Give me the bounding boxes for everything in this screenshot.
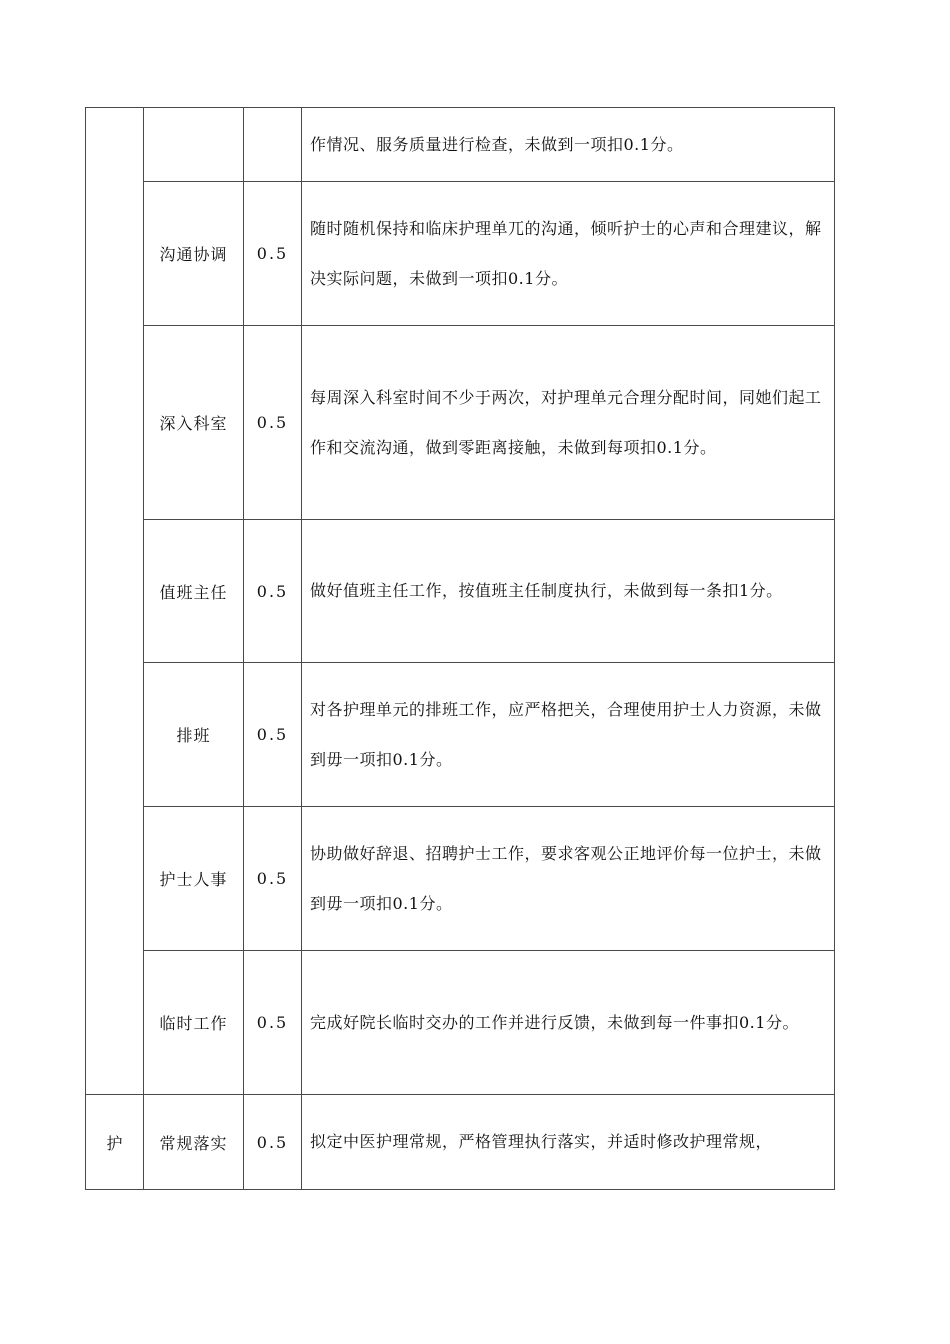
table-row xyxy=(86,108,835,182)
item-cell: 沟通协调 xyxy=(144,182,244,326)
score-cell: 0.5 xyxy=(244,1095,302,1190)
score-cell: 0.5 xyxy=(244,326,302,520)
item-cell: 常规落实 xyxy=(144,1095,244,1190)
category-cell xyxy=(86,108,144,1095)
item-cell xyxy=(144,108,244,182)
description-cell: 拟定中医护理常规，严格管理执行落实，并适时修改护理常规， xyxy=(302,1095,835,1190)
description-cell: 对各护理单元的排班工作，应严格把关，合理使用护士人力资源，未做到毋一项扣0.1分。 xyxy=(302,663,835,807)
item-cell: 深入科室 xyxy=(144,326,244,520)
table-row xyxy=(86,807,835,951)
item-cell: 护士人事 xyxy=(144,807,244,951)
score-cell: 0.5 xyxy=(244,182,302,326)
score-cell: 0.5 xyxy=(244,807,302,951)
table-row xyxy=(86,663,835,807)
category-cell: 护 xyxy=(86,1095,144,1190)
table-row xyxy=(86,520,835,663)
score-cell xyxy=(244,108,302,182)
item-cell: 值班主任 xyxy=(144,520,244,663)
assessment-table xyxy=(85,107,835,1190)
description-cell: 做好值班主任工作，按值班主任制度执行，未做到每一条扣1分。 xyxy=(302,520,835,663)
description-cell: 协助做好辞退、招聘护士工作，要求客观公正地评价每一位护士，未做到毋一项扣0.1分。 xyxy=(302,807,835,951)
description-cell: 每周深入科室时间不少于两次，对护理单元合理分配时间，同她们起工作和交流沟通，做到零距离接触，未做到每项扣0.1分。 xyxy=(302,326,835,520)
table-row xyxy=(86,182,835,326)
description-cell: 完成好院长临时交办的工作并进行反馈，未做到每一件事扣0.1分。 xyxy=(302,951,835,1095)
item-cell: 临时工作 xyxy=(144,951,244,1095)
score-cell: 0.5 xyxy=(244,663,302,807)
score-cell: 0.5 xyxy=(244,951,302,1095)
description-cell: 作情况、服务质量进行检查，未做到一项扣0.1分。 xyxy=(302,108,835,182)
table-row xyxy=(86,1095,835,1190)
item-cell: 排班 xyxy=(144,663,244,807)
score-cell: 0.5 xyxy=(244,520,302,663)
table-row xyxy=(86,951,835,1095)
table-row xyxy=(86,326,835,520)
description-cell: 随时随机保持和临床护理单兀的沟通，倾听护士的心声和合理建议，解决实际问题，未做到一项扣0.1分。 xyxy=(302,182,835,326)
